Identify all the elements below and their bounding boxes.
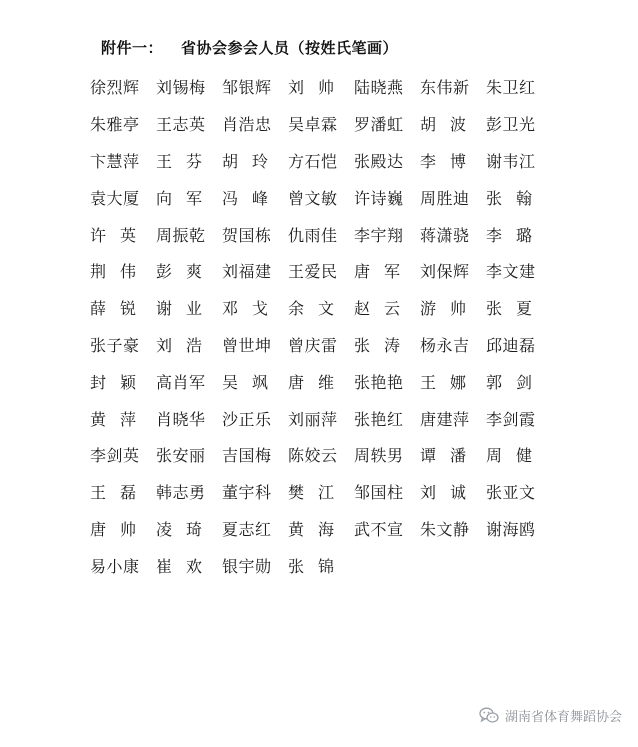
document-heading [101,37,398,58]
attendee-name: 向军 [156,188,217,208]
attendee-name: 吴卓霖 [288,115,338,135]
attendee-name: 冯峰 [222,188,283,208]
attendee-name: 黄萍 [90,409,151,429]
attendee-name: 周健 [486,446,547,466]
attendee-name: 吴飒 [222,372,283,392]
name-row [90,475,570,512]
name-row [90,107,570,144]
attendee-name: 朱文静 [420,519,470,539]
attendee-name: 卞慧萍 [90,151,140,171]
attendee-name: 武不宣 [354,519,404,539]
name-row [90,401,570,438]
attendee-name: 刘诚 [420,483,481,503]
attendee-name: 崔欢 [156,556,217,576]
attendee-name: 曾庆雷 [288,335,338,355]
name-row [90,144,570,181]
attendee-name: 唐帅 [90,519,151,539]
attendee-name: 沙正乐 [222,409,272,429]
attendee-name: 谢海鸥 [486,519,536,539]
attendee-name: 仇雨佳 [288,225,338,245]
attendee-name: 张艳红 [354,409,404,429]
attendee-name: 贺国栋 [222,225,272,245]
name-row [90,438,570,475]
attendee-name: 薛锐 [90,299,151,319]
attendee-name: 邓戈 [222,299,283,319]
attendee-name: 肖晓华 [156,409,206,429]
name-row [90,70,570,107]
attendee-name: 彭卫光 [486,115,536,135]
attendee-name: 李剑英 [90,446,140,466]
attendee-name: 刘锡梅 [156,78,206,98]
attendee-name: 李博 [420,151,481,171]
attendee-name: 银宇勋 [222,556,272,576]
attendee-name: 唐军 [354,262,415,282]
attendee-name: 彭爽 [156,262,217,282]
attendee-name: 周轶男 [354,446,404,466]
attendee-name: 董宇科 [222,483,272,503]
attendee-name: 徐烈辉 [90,78,140,98]
attendee-name: 韩志勇 [156,483,206,503]
attendee-name: 曾文敏 [288,188,338,208]
wechat-icon [479,707,499,724]
attendee-name: 胡波 [420,115,481,135]
attendee-name: 许诗巍 [354,188,404,208]
attendee-name: 张锦 [288,556,349,576]
attendee-name: 刘丽萍 [288,409,338,429]
attendee-name: 樊江 [288,483,349,503]
attendee-name: 张子豪 [90,335,140,355]
heading-title: 省协会参会人员（按姓氏笔画） [181,39,399,57]
attendee-name: 高肖军 [156,372,206,392]
attendee-name: 王志英 [156,115,206,135]
name-row [90,180,570,217]
attendee-name: 陆晓燕 [354,78,404,98]
attendee-name: 李剑霞 [486,409,536,429]
attendee-name: 张安丽 [156,446,206,466]
attendee-name: 李璐 [486,225,547,245]
attendee-name: 王爱民 [288,262,338,282]
attendee-name: 王娜 [420,372,481,392]
attendee-name: 刘福建 [222,262,272,282]
attendee-name: 胡玲 [222,151,283,171]
attendee-name: 张殿达 [354,151,404,171]
name-row [90,328,570,365]
attendee-name-grid [90,70,570,585]
attendee-name: 黄海 [288,519,349,539]
attendee-name: 张夏 [486,299,547,319]
name-row [90,548,570,585]
attendee-name: 郭剑 [486,372,547,392]
attendee-name: 陈姣云 [288,446,338,466]
attendee-name: 肖浩忠 [222,115,272,135]
attendee-name: 王磊 [90,483,151,503]
attendee-name: 荆伟 [90,262,151,282]
attendee-name: 方石恺 [288,151,338,171]
attendee-name: 张涛 [354,335,415,355]
attendee-name: 封颖 [90,372,151,392]
attendee-name: 刘浩 [156,335,217,355]
attendee-name: 吉国梅 [222,446,272,466]
attendee-name: 张亚文 [486,483,536,503]
attendee-name: 王芬 [156,151,217,171]
attendee-name: 刘帅 [288,78,349,98]
attendee-name: 李文建 [486,262,536,282]
attendee-name: 易小康 [90,556,140,576]
heading-label: 附件一： [101,39,164,57]
attendee-name: 张艳艳 [354,372,404,392]
attendee-name: 赵云 [354,299,415,319]
attendee-name: 东伟新 [420,78,470,98]
attendee-name: 张翰 [486,188,547,208]
name-row [90,291,570,328]
attendee-name: 朱雅亭 [90,115,140,135]
attendee-name: 余文 [288,299,349,319]
attendee-name: 谭潘 [420,446,481,466]
attendee-name: 刘保辉 [420,262,470,282]
attendee-name: 朱卫红 [486,78,536,98]
attendee-name: 谢韦江 [486,151,536,171]
attendee-name: 游帅 [420,299,481,319]
attendee-name: 凌琦 [156,519,217,539]
attendee-name: 袁大厦 [90,188,140,208]
attendee-name: 蒋潇骁 [420,225,470,245]
attendee-name: 杨永吉 [420,335,470,355]
attendee-name: 李宇翔 [354,225,404,245]
name-row [90,254,570,291]
attendee-name: 曾世坤 [222,335,272,355]
attendee-name: 唐建萍 [420,409,470,429]
watermark-text: 湖南省体育舞蹈协会 [504,710,622,725]
attendee-name: 周振乾 [156,225,206,245]
attendee-name: 邹国柱 [354,483,404,503]
attendee-name: 许英 [90,225,151,245]
attendee-name: 邱迪磊 [486,335,536,355]
attendee-name: 邹银辉 [222,78,272,98]
name-row [90,364,570,401]
attendee-name: 罗潘虹 [354,115,404,135]
wechat-watermark [479,706,622,725]
name-row [90,512,570,549]
attendee-name: 周胜迪 [420,188,470,208]
attendee-name: 唐维 [288,372,349,392]
attendee-name: 夏志红 [222,519,272,539]
name-row [90,217,570,254]
attendee-name: 谢业 [156,299,217,319]
